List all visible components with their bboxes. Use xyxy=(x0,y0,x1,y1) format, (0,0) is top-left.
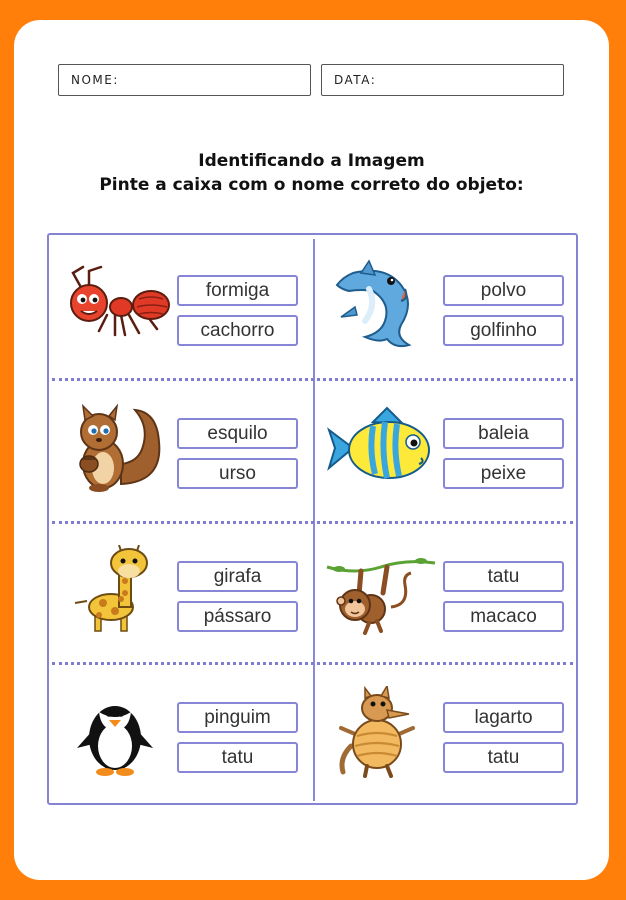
name-field[interactable] xyxy=(58,64,311,96)
squirrel-icon xyxy=(59,402,171,494)
option-box[interactable]: tatu xyxy=(177,742,298,773)
option-box[interactable]: pássaro xyxy=(177,601,298,632)
exercise-grid xyxy=(47,233,578,805)
exercise-dolphin xyxy=(319,237,579,378)
option-box[interactable]: pinguim xyxy=(177,702,298,733)
option-box[interactable]: lagarto xyxy=(443,702,564,733)
option-box[interactable]: polvo xyxy=(443,275,564,306)
option-box[interactable]: girafa xyxy=(177,561,298,592)
worksheet-page xyxy=(14,20,609,880)
exercise-ant xyxy=(53,237,313,378)
option-box[interactable]: golfinho xyxy=(443,315,564,346)
fish-icon xyxy=(325,402,437,494)
ant-icon xyxy=(59,259,171,351)
option-box[interactable]: baleia xyxy=(443,418,564,449)
armadillo-icon xyxy=(325,686,437,778)
exercise-fish xyxy=(319,380,579,521)
dolphin-icon xyxy=(325,259,437,351)
monkey-icon xyxy=(325,545,437,637)
date-label: DATA: xyxy=(334,73,377,87)
worksheet-instruction: Pinte a caixa com o nome correto do objeto: xyxy=(99,175,524,195)
worksheet-title: Identificando a Imagem xyxy=(198,151,425,171)
date-field[interactable] xyxy=(321,64,564,96)
exercise-penguin xyxy=(53,664,313,805)
exercise-giraffe xyxy=(53,523,313,664)
giraffe-icon xyxy=(59,545,171,637)
option-box[interactable]: tatu xyxy=(443,561,564,592)
option-box[interactable]: esquilo xyxy=(177,418,298,449)
exercise-monkey xyxy=(319,523,579,664)
option-box[interactable]: formiga xyxy=(177,275,298,306)
column-divider xyxy=(313,239,315,801)
option-box[interactable]: tatu xyxy=(443,742,564,773)
name-label: NOME: xyxy=(71,73,119,87)
exercise-squirrel xyxy=(53,380,313,521)
option-box[interactable]: cachorro xyxy=(177,315,298,346)
option-box[interactable]: macaco xyxy=(443,601,564,632)
penguin-icon xyxy=(59,686,171,778)
option-box[interactable]: peixe xyxy=(443,458,564,489)
exercise-armadillo xyxy=(319,664,579,805)
option-box[interactable]: urso xyxy=(177,458,298,489)
